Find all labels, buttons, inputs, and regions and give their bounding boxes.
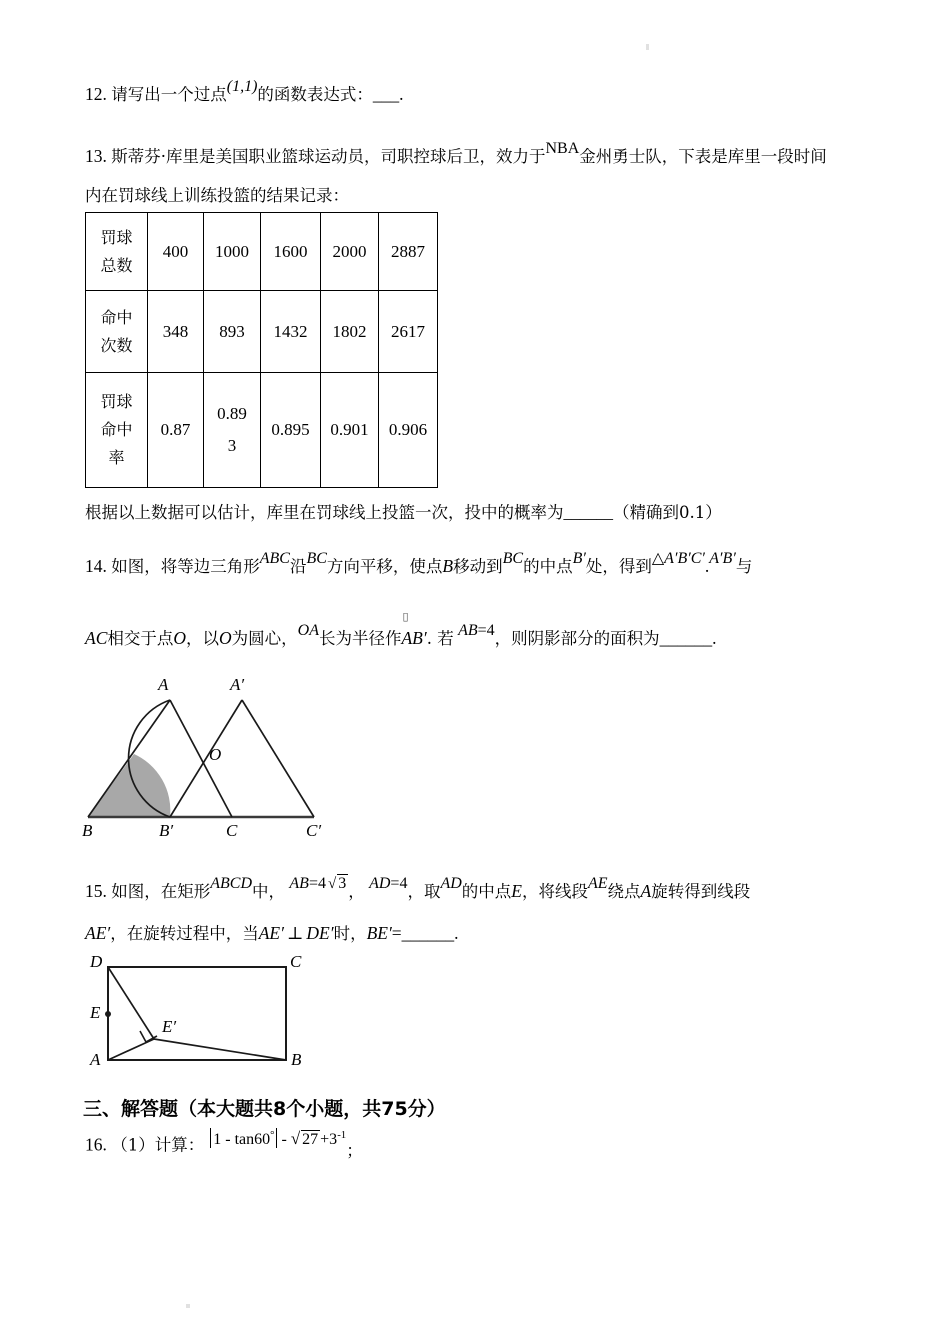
question-13-line1 bbox=[85, 140, 827, 166]
q15-equals: = bbox=[391, 923, 402, 943]
q14-segment-aprime-bprime: A′B′ bbox=[709, 550, 736, 567]
table-cell: 2617 bbox=[379, 291, 438, 373]
label-O: O bbox=[209, 745, 222, 764]
row-header-line: 率 bbox=[108, 448, 125, 467]
row-header-line: 命中 bbox=[100, 307, 133, 327]
segment-eprime-b bbox=[154, 1039, 286, 1060]
question-12 bbox=[85, 78, 404, 104]
q14-bc: BC bbox=[306, 550, 327, 567]
q14-ac: AC bbox=[85, 628, 108, 648]
q12-point: (1,1) bbox=[226, 78, 258, 95]
q12-number: 12. bbox=[85, 84, 107, 104]
q16-semicolon: ； bbox=[346, 1140, 363, 1160]
q15-figure bbox=[78, 952, 328, 1080]
q16-instruction: 计算： bbox=[154, 1135, 205, 1155]
q13-line1-a: 斯蒂芬·库里是美国职业篮球运动员，司职控球后卫，效力于 bbox=[111, 147, 546, 166]
q13-number: 13. bbox=[85, 146, 107, 166]
q14-abc: ABC bbox=[259, 550, 290, 567]
midpoint-dot-e bbox=[105, 1011, 111, 1017]
q15-ad-2: AD bbox=[440, 875, 462, 892]
table-cell: 0.895 bbox=[261, 373, 321, 488]
q14-triangle-aprime: △A′B′C′ bbox=[651, 550, 705, 567]
segment-d-eprime bbox=[108, 967, 154, 1039]
q14-l1-e: 的中点 bbox=[523, 557, 573, 576]
table-cell: 2000 bbox=[321, 213, 379, 291]
q12-text-after: 的函数表达式： bbox=[257, 85, 373, 104]
q15-l1-f: ，将线段 bbox=[521, 882, 588, 901]
label-C: C bbox=[226, 821, 238, 840]
question-15-line2 bbox=[85, 925, 459, 943]
q15-l1-g: 绕点 bbox=[607, 882, 641, 901]
q13-nba: NBA bbox=[545, 140, 580, 157]
q14-point-b: B bbox=[442, 556, 454, 576]
table-row bbox=[86, 373, 438, 488]
q15-ae-prime: AE′ bbox=[85, 923, 111, 943]
table-cell: 893 bbox=[204, 291, 261, 373]
segment-aprime-cprime bbox=[242, 700, 314, 817]
q15-ab: AB bbox=[289, 875, 309, 892]
q13-line2: 内在罚球线上训练投篮的结果记录： bbox=[85, 186, 349, 205]
label-B: B bbox=[82, 821, 93, 840]
q14-oa: OA bbox=[297, 622, 319, 639]
q14-l2-b: ，以 bbox=[186, 629, 220, 648]
table-cell: 1432 bbox=[261, 291, 321, 373]
q14-l1-b: 沿 bbox=[289, 557, 307, 576]
table-cell: 0.893 bbox=[204, 373, 261, 488]
q16-minus: - bbox=[281, 1130, 287, 1148]
q15-sqrt3-radicand: 3 bbox=[338, 875, 347, 892]
q15-l1-c: ， bbox=[348, 882, 365, 901]
abs-bar-close bbox=[276, 1128, 277, 1148]
q14-arc-ab-prime: AB′ bbox=[401, 628, 427, 648]
label-A: A bbox=[90, 1050, 101, 1069]
row-header-line: 罚球 bbox=[100, 392, 133, 411]
row-header-line: 罚球 bbox=[100, 227, 133, 247]
question-14-line1 bbox=[85, 550, 753, 576]
label-E-prime: E′ bbox=[162, 1017, 177, 1036]
row-header-made-shots bbox=[86, 291, 148, 373]
label-B-prime: B′ bbox=[159, 821, 174, 840]
q16-expr-main: 1 - tan60 bbox=[213, 1130, 271, 1148]
q14-ab: AB bbox=[458, 622, 478, 639]
q14-l1-c: 方向平移，使点 bbox=[326, 557, 443, 576]
question-15-line1 bbox=[85, 875, 751, 901]
q15-abcd: ABCD bbox=[210, 875, 253, 892]
row-header-line: 次数 bbox=[100, 335, 133, 355]
table-row bbox=[86, 213, 438, 291]
q12-period: . bbox=[399, 84, 404, 104]
label-E: E bbox=[90, 1003, 101, 1022]
q14-bc-2: BC bbox=[502, 550, 524, 567]
q15-ab-value: =4 bbox=[308, 875, 326, 892]
segment-aprime-bprime bbox=[170, 700, 242, 817]
q15-de-prime: DE′ bbox=[306, 923, 334, 943]
q14-l1-h: 与 bbox=[735, 557, 753, 576]
q12-text-before: 请写出一个过点 bbox=[111, 85, 227, 104]
q15-point-e: E bbox=[511, 881, 522, 901]
q14-point-bprime: B′ bbox=[572, 550, 586, 567]
question-13-line2 bbox=[85, 188, 349, 205]
question-13-footer bbox=[85, 505, 722, 522]
q14-l2-c: 为圆心， bbox=[231, 629, 298, 648]
q16-plus-three: +3 bbox=[320, 1130, 338, 1148]
q16-number: 16. bbox=[85, 1134, 107, 1155]
q15-l1-d: ，取 bbox=[407, 882, 441, 901]
q14-point-o-2: O bbox=[219, 628, 232, 648]
table-cell: 1000 bbox=[204, 213, 261, 291]
row-header-line: 命中 bbox=[100, 420, 133, 439]
q16-sqrt27: √ 27 bbox=[290, 1128, 319, 1148]
q15-perp-symbol: ⊥ bbox=[286, 923, 304, 943]
q15-ad: AD bbox=[369, 875, 391, 892]
q15-answer-blank[interactable]: ______ bbox=[401, 923, 455, 943]
q16-expression bbox=[204, 1128, 347, 1148]
q14-l2-d: 长为半径作 bbox=[318, 629, 402, 648]
q12-answer-blank[interactable]: ___ bbox=[372, 84, 400, 104]
q14-l2-g: . bbox=[712, 628, 717, 648]
q15-l2-b: 时， bbox=[333, 924, 367, 943]
q15-number: 15. bbox=[85, 881, 107, 901]
q15-l1-a: 如图，在矩形 bbox=[111, 882, 211, 901]
q13-footer-b: （精确到0.1） bbox=[613, 503, 722, 522]
q14-answer-blank[interactable]: ______ bbox=[659, 628, 713, 648]
q14-l1-d: 移动到 bbox=[453, 557, 503, 576]
q15-point-a: A bbox=[640, 881, 652, 901]
label-B: B bbox=[291, 1050, 302, 1069]
table-cell: 0.906 bbox=[379, 373, 438, 488]
scan-speckle bbox=[646, 44, 649, 50]
label-D: D bbox=[90, 952, 103, 971]
label-C-prime: C′ bbox=[306, 821, 322, 840]
label-A: A bbox=[158, 675, 169, 694]
table-cell: 348 bbox=[148, 291, 204, 373]
q15-l2-a: ，在旋转过程中，当 bbox=[110, 924, 259, 943]
q16-part-label: （1） bbox=[111, 1135, 155, 1155]
q14-arc-glyph: ▯ bbox=[402, 611, 409, 623]
q14-l1-g: . bbox=[704, 556, 710, 576]
row-header-total-attempts bbox=[86, 213, 148, 291]
q14-l2-a: 相交于点 bbox=[107, 629, 174, 648]
q14-l2-e: . 若 bbox=[426, 629, 454, 648]
q14-point-o: O bbox=[173, 628, 187, 648]
label-C: C bbox=[290, 952, 302, 971]
q15-ad-value: =4 bbox=[390, 875, 408, 892]
q14-number: 14. bbox=[85, 556, 107, 576]
q15-l1-e: 的中点 bbox=[461, 882, 512, 901]
q15-l1-h: 旋转得到线段 bbox=[651, 882, 751, 901]
table-cell: 2887 bbox=[379, 213, 438, 291]
q14-l1-f: 处，得到 bbox=[585, 557, 652, 576]
section-3-heading: 三、解答题（本大题共8个小题，共75分） bbox=[83, 1098, 446, 1120]
q16-degree-symbol: ° bbox=[270, 1129, 275, 1142]
abs-bar-open bbox=[210, 1128, 211, 1148]
q15-sqrt3: √ 3 bbox=[327, 875, 347, 892]
q15-be-prime: BE′ bbox=[366, 923, 392, 943]
table-cell: 0.87 bbox=[148, 373, 204, 488]
q15-l2-c: . bbox=[454, 923, 459, 943]
q15-ae-prime-2: AE′ bbox=[258, 923, 284, 943]
table-cell: 400 bbox=[148, 213, 204, 291]
q15-ae: AE bbox=[587, 875, 608, 892]
q14-figure-svg bbox=[78, 672, 408, 847]
q16-exponent: -1 bbox=[337, 1129, 347, 1142]
q13-footer-a: 根据以上数据可以估计，库里在罚球线上投篮一次，投中的概率为 bbox=[85, 503, 564, 522]
table-cell: 0.901 bbox=[321, 373, 379, 488]
q15-l1-b: 中， bbox=[252, 882, 286, 901]
row-header-make-rate bbox=[86, 373, 148, 488]
q14-ab-value: =4 bbox=[477, 622, 495, 639]
question-14-line2 bbox=[85, 611, 717, 648]
segment-ac bbox=[170, 700, 232, 817]
q13-line1-b: 金州勇士队，下表是库里一段时间 bbox=[579, 147, 827, 166]
row-header-line: 总数 bbox=[100, 255, 133, 275]
q14-l1-a: 如图，将等边三角形 bbox=[111, 557, 260, 576]
free-throw-stats-table bbox=[85, 212, 438, 488]
table-cell: 1802 bbox=[321, 291, 379, 373]
label-A-prime: A′ bbox=[230, 675, 245, 694]
question-16 bbox=[85, 1128, 363, 1160]
scan-speckle bbox=[186, 1304, 190, 1308]
q16-sqrt27-radicand: 27 bbox=[302, 1130, 319, 1148]
q13-footer-blank[interactable]: ______ bbox=[563, 503, 613, 522]
table-row bbox=[86, 291, 438, 373]
q14-figure bbox=[78, 672, 408, 847]
right-angle-marker bbox=[140, 1031, 157, 1042]
table-cell: 1600 bbox=[261, 213, 321, 291]
q14-l2-f: ，则阴影部分的面积为 bbox=[494, 629, 660, 648]
